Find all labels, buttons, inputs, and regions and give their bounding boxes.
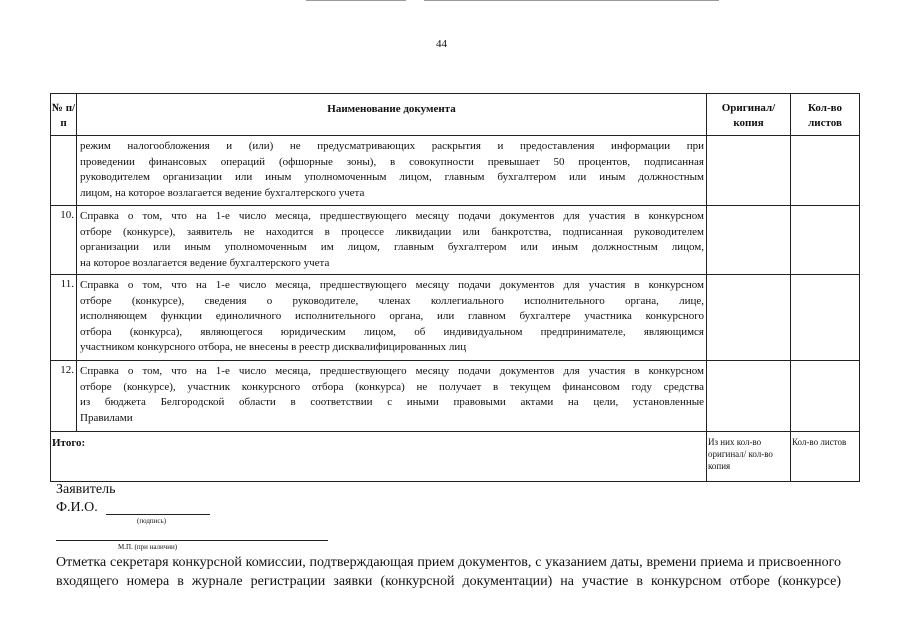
stamp-caption: М.П. (при наличии) [118,543,178,551]
row-original-copy-cell[interactable] [707,206,791,275]
row-sheet-count-cell[interactable] [791,206,860,275]
total-originals-label: Из них кол-во оригинал/ кол-во копия [707,432,791,482]
text-line: режим налогообложения и (или) не предусматривающих раскрытия и предоставления информации при [80,140,704,152]
row-original-copy-cell[interactable] [707,136,791,206]
total-label: Итого: [51,432,707,482]
scan-artifact-line-right [424,0,719,1]
text-line: из бюджета Белгородской области в соответствии с иными правовыми актами на цели, установленные [80,396,704,408]
text-line: проведении финансовых операций (офшорные зоны), в совокупности превышает 50 процентов, подписанная [80,155,704,168]
note-line: входящего номера в журнале регистрации заявки (конкурсной документации) на участие в конкурсном отборе (конкурсе) [56,574,841,589]
text-line: лицом, на которое возлагается ведение бухгалтерского учета [80,186,365,199]
row-document-text [77,361,707,432]
documents-table [50,93,860,482]
text-line: исполняющем функции единоличного исполнительного органа, или главном бухгалтере участника конкурсного [80,310,704,322]
row-document-text [77,136,707,206]
table-row [51,361,860,432]
text-line: отборе (конкурсе), участник конкурсного отбора (конкурса) не получает в текущем финансовом году средства [80,380,704,393]
header-original-copy: Оригинал/ копия [707,94,791,136]
row-sheet-count-cell[interactable] [791,136,860,206]
row-number: 11. [51,275,77,361]
table-header-row [51,94,860,136]
fio-label: Ф.И.О. [56,500,98,515]
table-row [51,206,860,275]
row-number: 12. [51,361,77,432]
row-number [51,136,77,206]
text-line: участником конкурсного отбора, не внесены в реестр дисквалифицированных лиц [80,341,467,353]
header-document-name: Наименование документа [77,94,707,136]
text-line: на которое возлагается ведение бухгалтерского учета [80,256,330,269]
header-number: № п/п [51,94,77,136]
applicant-label: Заявитель [56,482,116,497]
signature-caption: (подпись) [137,517,167,525]
text-line: отборе (конкурсе), сведения о руководителе, членах коллегиального исполнительного органа, лице, [80,294,704,307]
signature-line[interactable] [106,514,210,515]
total-row [51,432,860,482]
text-line: отборе (конкурсе), заявитель не находится в процессе ликвидации или банкротства, подписанная руководителем [80,225,704,238]
scan-artifact-line-left [306,0,406,1]
row-number: 10. [51,206,77,275]
text-line: Правилами [80,411,133,424]
header-sheet-count: Кол-во листов [791,94,860,136]
table-row [51,136,860,206]
text-line: руководителем организации или иным уполномоченным лицом, главным бухгалтером или иным должностным [80,171,704,183]
text-line: отбора (конкурса), являющегося юридическим лицом, об индивидуальном предпринимателе, являющимся [80,325,704,338]
row-document-text [77,206,707,275]
row-sheet-count-cell[interactable] [791,361,860,432]
row-original-copy-cell[interactable] [707,275,791,361]
row-sheet-count-cell[interactable] [791,275,860,361]
note-line: Отметка секретаря конкурсной комиссии, подтверждающая прием документов, с указанием даты, времени приема и присвоенного [56,555,841,570]
row-original-copy-cell[interactable] [707,361,791,432]
stamp-line [56,540,328,541]
row-document-text [77,275,707,361]
secretary-note [56,553,841,591]
text-line: Справка о том, что на 1-е число месяца, предшествующего месяцу подачи документов для участия в конкурсном [80,279,704,291]
text-line: Справка о том, что на 1-е число месяца, предшествующего месяцу подачи документов для участия в конкурсном [80,365,704,377]
page-number: 44 [436,38,447,50]
text-line: организации или иным уполномоченным им лицом, главным бухгалтером или иным должностным лицом, [80,241,704,253]
total-sheets-label: Кол-во листов [791,432,860,482]
text-line: Справка о том, что на 1-е число месяца, предшествующего месяцу подачи документов для участия в конкурсном [80,210,704,222]
table-row [51,275,860,361]
